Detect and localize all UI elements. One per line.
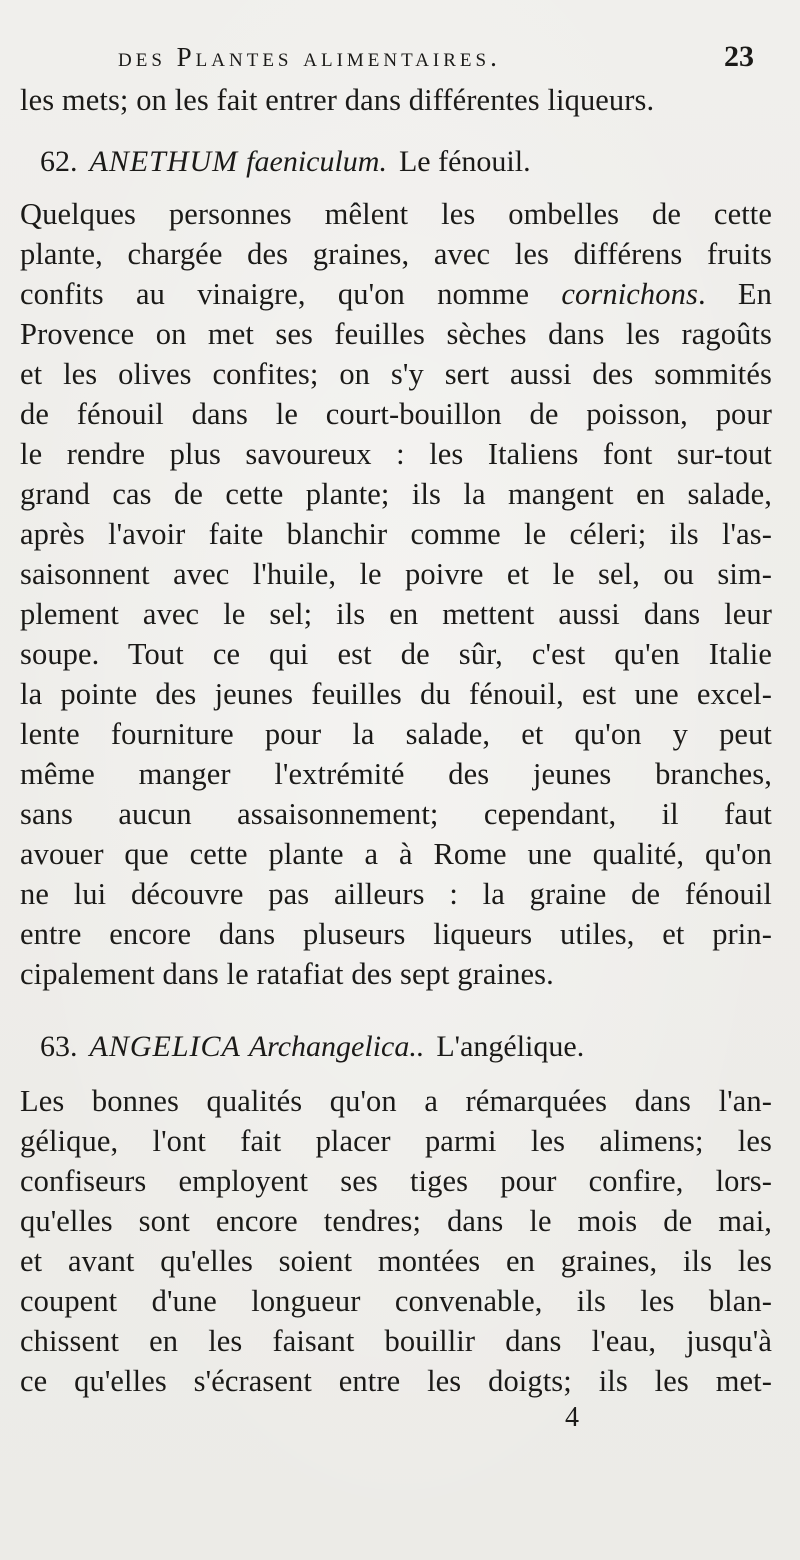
text-line: chissent en les faisant bouillir dans l'eau, jusqu'à bbox=[20, 1324, 772, 1358]
text-line: le rendre plus savoureux : les Italiens font sur-tout bbox=[20, 437, 772, 471]
genus-name: ANGELICA bbox=[89, 1030, 241, 1063]
text-line: avouer que cette plante a à Rome une qualité, qu'on bbox=[20, 837, 772, 871]
text-line: coupent d'une longueur convenable, ils les blan- bbox=[20, 1284, 772, 1318]
text-line: confiseurs employent ses tiges pour confire, lors- bbox=[20, 1164, 772, 1198]
text-line: ce qu'elles s'écrasent entre les doigts; ils les met- bbox=[20, 1364, 772, 1398]
entry-number: 63. bbox=[40, 1030, 78, 1063]
text-line: entre encore dans pluseurs liqueurs utiles, et prin- bbox=[20, 917, 772, 951]
entry-number: 62. bbox=[40, 145, 78, 178]
text-line: soupe. Tout ce qui est de sûr, c'est qu'en Italie bbox=[20, 637, 772, 671]
species-name: Archangelica.. bbox=[248, 1030, 425, 1063]
text-line: plante, chargée des graines, avec les différens fruits bbox=[20, 237, 772, 271]
text-line: grand cas de cette plante; ils la mangent en salade, bbox=[20, 477, 772, 511]
entry-62-heading bbox=[40, 142, 531, 182]
text-line: qu'elles sont encore tendres; dans le mois de mai, bbox=[20, 1204, 772, 1238]
italic-word: cornichons bbox=[561, 277, 698, 311]
text-line: ne lui découvre pas ailleurs : la graine de fénouil bbox=[20, 877, 772, 911]
text-line: plement avec le sel; ils en mettent aussi dans leur bbox=[20, 597, 772, 631]
text-line: après l'avoir faite blanchir comme le céleri; ils l'as- bbox=[20, 517, 772, 551]
text-line: Quelques personnes mêlent les ombelles de cette bbox=[20, 197, 772, 231]
page-number: 23 bbox=[724, 40, 754, 73]
common-name: Le fénouil. bbox=[398, 145, 531, 178]
text-line: les mets; on les fait entrer dans différentes liqueurs. bbox=[20, 83, 655, 117]
text-line: gélique, l'ont fait placer parmi les alimens; les bbox=[20, 1124, 772, 1158]
common-name: L'angélique. bbox=[436, 1030, 585, 1063]
entry-63-heading bbox=[40, 1027, 584, 1067]
text-line: la pointe des jeunes feuilles du fénouil, est une excel- bbox=[20, 677, 772, 711]
text-line: saisonnent avec l'huile, le poivre et le sel, ou sim- bbox=[20, 557, 772, 591]
text-line: confits au vinaigre, qu'on nomme cornichons. En bbox=[20, 277, 772, 311]
text-line: lente fourniture pour la salade, et qu'on y peut bbox=[20, 717, 772, 751]
genus-name: ANETHUM bbox=[89, 145, 239, 178]
text-line: même manger l'extrémité des jeunes branches, bbox=[20, 757, 772, 791]
text-line: et les olives confites; on s'y sert aussi des sommités bbox=[20, 357, 772, 391]
running-head bbox=[118, 42, 760, 76]
text-line: cipalement dans le ratafiat des sept graines. bbox=[20, 957, 554, 991]
text-line: de fénouil dans le court-bouillon de poisson, pour bbox=[20, 397, 772, 431]
running-title: des Plantes alimentaires. bbox=[118, 42, 501, 72]
species-name: faeniculum. bbox=[246, 145, 387, 178]
text-line: Les bonnes qualités qu'on a rémarquées dans l'an- bbox=[20, 1084, 772, 1118]
text-line: Provence on met ses feuilles sèches dans les ragoûts bbox=[20, 317, 772, 351]
text-line: sans aucun assaisonnement; cependant, il faut bbox=[20, 797, 772, 831]
text-line: et avant qu'elles soient montées en graines, ils les bbox=[20, 1244, 772, 1278]
signature-mark: 4 bbox=[565, 1402, 579, 1433]
